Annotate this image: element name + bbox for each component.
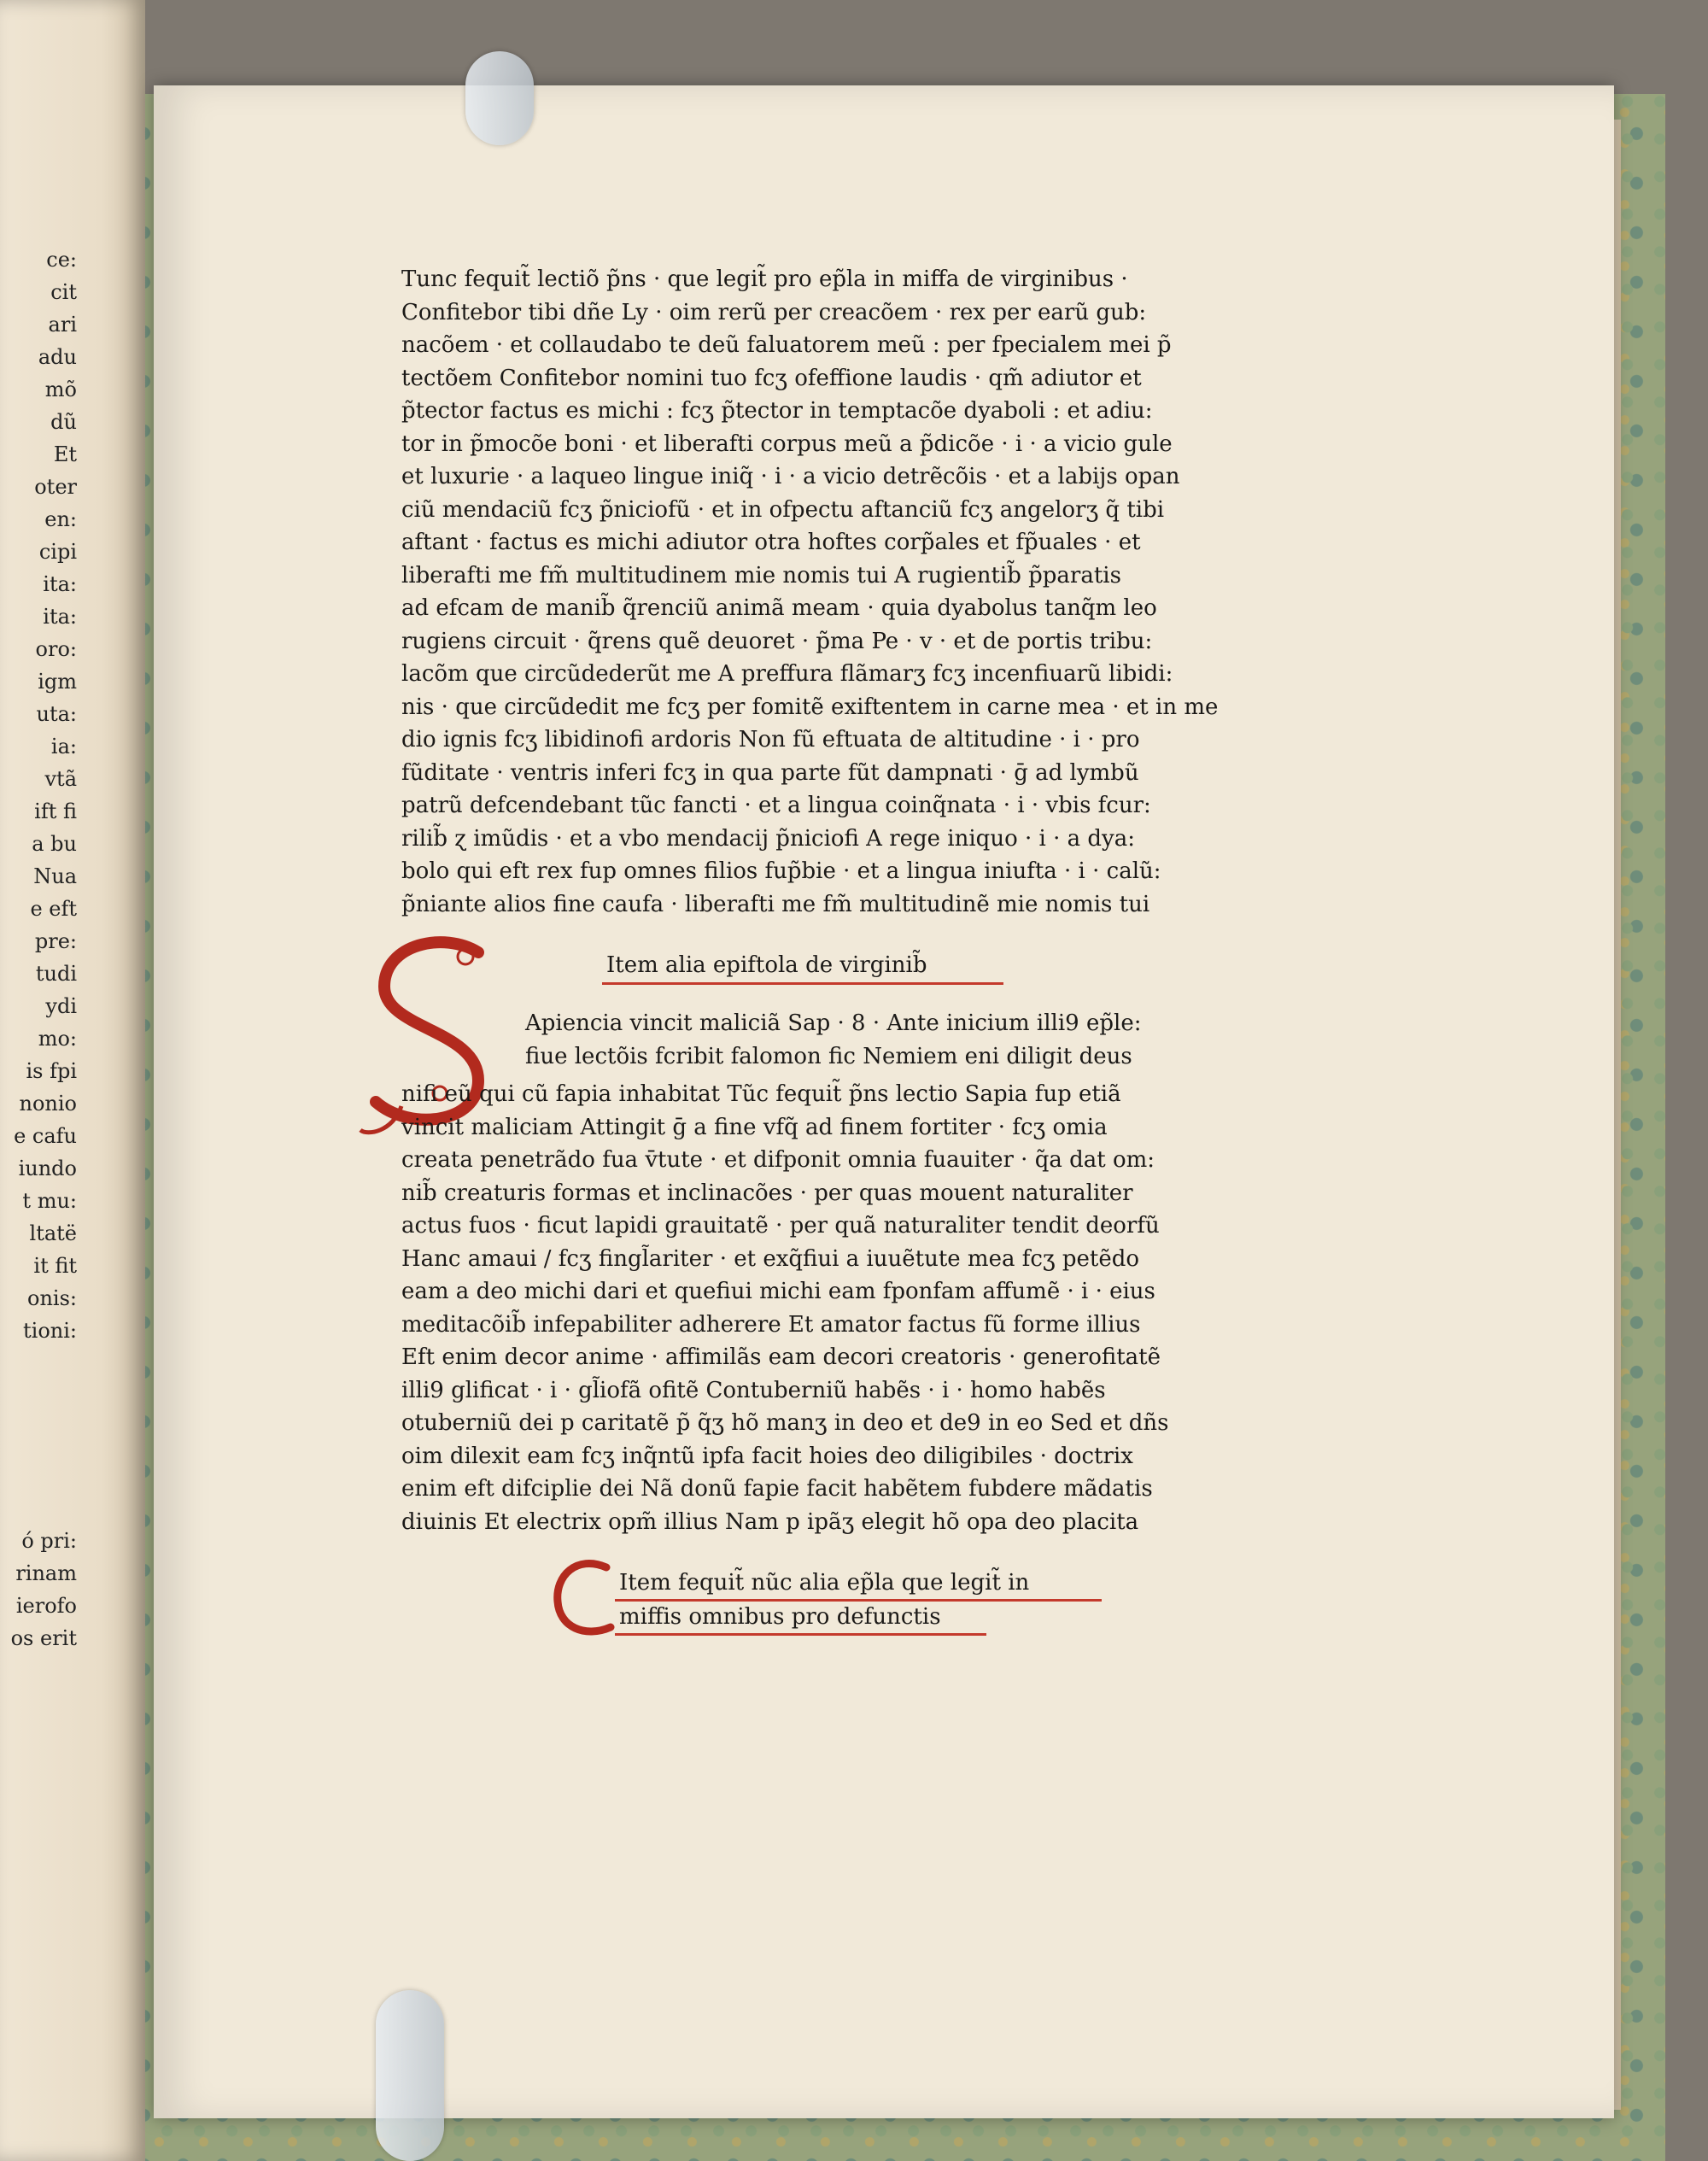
text-line: liberafti me fm̃ multitudinem mie nomis tui A rugientib̃ p̃paratis: [401, 562, 1121, 589]
text-line: lacõm que circũdederũt me A preffura flãmarʒ fcʒ incenfiuarũ libidi:: [401, 661, 1173, 687]
left-page-fragment: ltatë: [29, 1221, 77, 1245]
text-line: fiue lectõis fcribit falomon fic Nemiem eni diligit deus: [525, 1044, 1132, 1069]
text-line: oim dilexit eam fcʒ inq̃ntũ ipfa facit hoies deo diligibiles · doctrix: [401, 1443, 1133, 1469]
text-line: nacõem · et collaudabo te deũ faluatorem meũ : per fpecialem mei p̃: [401, 332, 1172, 358]
left-page-fragment: ift fi: [34, 799, 77, 823]
left-page-fragment: cit: [50, 280, 77, 304]
left-page-fragment: tudi: [35, 962, 77, 986]
left-page-fragment: ce:: [46, 248, 77, 272]
text-line: Hanc amaui / fcʒ fingl̃ariter · et exq̃fiui a iuuẽtute mea fcʒ petẽdo: [401, 1245, 1140, 1272]
text-line: illi9 glificat · i · gl̃iofã ofitẽ Contuberniũ habẽs · i · homo habẽs: [401, 1377, 1106, 1403]
left-page-fragment: uta:: [36, 702, 77, 726]
left-page-fragment: pre:: [34, 929, 77, 953]
left-page-fragment: mo:: [38, 1027, 77, 1051]
text-line: enim eft difciplie dei Nã donũ fapie facit habẽtem fubdere mãdatis: [401, 1476, 1153, 1502]
left-page-fragment: it fit: [33, 1254, 77, 1278]
left-page-fragment: oter: [34, 475, 77, 499]
left-page-fragment: onis:: [27, 1286, 77, 1310]
left-page-fragment: e cafu: [14, 1124, 77, 1148]
left-page-fragment: nonio: [19, 1092, 77, 1116]
left-page-fragment: igm: [38, 670, 77, 694]
left-page-text: [0, 243, 77, 1347]
text-line: tor in p̃mocõe boni · et liberafti corpus meũ a p̃dicõe · i · a vicio gule: [401, 430, 1173, 457]
text-line: rilib̃ ɀ imũdis · et a vbo mendacij p̃niciofi A rege iniquo · i · a dya:: [401, 825, 1135, 852]
text-line: otuberniũ dei p caritatẽ p̃ q̃ʒ hõ manʒ in deo et de9 in eo Sed et dñs: [401, 1410, 1169, 1436]
left-page-fragment: iundo: [18, 1157, 77, 1180]
text-line: vincit maliciam Attingit ḡ a fine vfq̃ ad finem fortiter · fcʒ omia: [401, 1114, 1108, 1140]
rubric-rule: [615, 1633, 986, 1636]
left-page-fragment: Et: [53, 442, 77, 466]
text-line: actus fuos · ficut lapidi grauitatẽ · per quã naturaliter tendit deorfũ: [401, 1213, 1160, 1239]
left-page-fragment: dũ: [50, 410, 77, 434]
text-block-lower: [401, 1078, 1281, 1538]
text-line: tectõem Confitebor nomini tuo fcʒ ofeffione laudis · qm̃ adiutor et: [401, 365, 1142, 391]
page-clip-top: [465, 51, 534, 145]
page-clip-bottom: [376, 1990, 444, 2161]
left-page-fragment: ydi: [45, 994, 77, 1018]
left-page: [0, 0, 145, 2161]
text-line: et luxurie · a laqueo lingue iniq̃ · i · a vicio detrẽcõis · et a labijs opan: [401, 464, 1180, 489]
text-block-upper: [401, 263, 1281, 921]
left-page-fragment: e eft: [30, 897, 77, 921]
left-page-fragment: ierofo: [15, 1594, 77, 1618]
text-line: aftant · factus es michi adiutor otra hoftes corp̃ales et fp̃uales · et: [401, 530, 1141, 555]
text-line: meditacõib̃ infepabiliter adherere Et amator factus fũ forme illius: [401, 1311, 1141, 1338]
heading-epistola-virginibus: Item alia epiftola de virginib̃: [606, 952, 927, 978]
text-line: dio ignis fcʒ libidinofi ardoris Non fũ eftuata de altitudine · i · pro: [401, 727, 1140, 753]
text-line: eam a deo michi dari et quefiui michi eam fponfam affumẽ · i · eius: [401, 1279, 1155, 1304]
text-line: p̃tector factus es michi : fcʒ p̃tector in temptacõe dyaboli : et adiu:: [401, 398, 1153, 424]
left-page-fragment: is fpi: [26, 1059, 77, 1083]
left-page-fragment: t mu:: [22, 1189, 77, 1213]
left-page-fragment: oro:: [35, 637, 77, 661]
left-page-fragment: ó pri:: [21, 1529, 77, 1553]
text-line: fũditate · ventris inferi fcʒ in qua parte fũt dampnati · ḡ ad lymbũ: [401, 759, 1139, 786]
text-line: rugiens circuit · q̃rens quẽ deuoret · p̃ma Pe · v · et de portis tribu:: [401, 628, 1153, 654]
left-page-fragment: ari: [48, 313, 77, 337]
heading-epistola-defunctis: Item fequit̃ nũc alia ep̃la que legit̃ in: [619, 1570, 1030, 1596]
text-line: Eft enim decor anime · affimilãs eam decori creatoris · generofitatẽ: [401, 1344, 1161, 1370]
left-page-fragment: cipi: [38, 540, 77, 564]
left-page-fragment: ia:: [50, 735, 77, 758]
left-page-fragment: tioni:: [23, 1319, 77, 1343]
left-page-fragment: rinam: [15, 1561, 77, 1585]
left-page-fragment: en:: [44, 507, 77, 531]
text-line: bolo qui eft rex fup omnes filios fup̃bie · et a lingua iniufta · i · calũ:: [401, 858, 1161, 884]
heading-epistola-defunctis-2: miffis omnibus pro defunctis: [619, 1604, 941, 1630]
left-page-fragment: ita:: [43, 605, 77, 629]
text-line: p̃niante alios fine caufa · liberafti me fm̃ multitudinẽ mie nomis tui: [401, 891, 1150, 917]
rubric-rule: [615, 1599, 1102, 1602]
text-line: creata penetrãdo fua v̄tute · et difponit omnia fuauiter · q̃a dat om:: [401, 1147, 1155, 1173]
text-line: Tunc fequit̃ lectiõ p̃ns · que legit̃ pro ep̃la in miffa de virginibus ·: [401, 266, 1128, 292]
left-page-fragment: vtã: [44, 767, 77, 791]
rubric-rule: [602, 982, 1003, 985]
initial-c-icon: [551, 1555, 619, 1640]
left-page-fragment: Nua: [33, 864, 77, 888]
text-line: ciũ mendaciũ fcʒ p̃niciofũ · et in ofpectu aftanciũ fcʒ angelorʒ q̃ tibi: [401, 496, 1165, 523]
text-line: Confitebor tibi dñe Ly · oim rerũ per creacõem · rex per earũ gub:: [401, 299, 1147, 325]
left-page-fragment: ita:: [43, 572, 77, 596]
text-line: nib̃ creaturis formas et inclinacões · per quas mouent naturaliter: [401, 1180, 1133, 1206]
left-page-fragment: adu: [38, 345, 77, 369]
text-line: diuinis Et electrix opm̃ illius Nam p ipãʒ elegit hõ opa deo placita: [401, 1508, 1139, 1535]
text-line: patrũ defcendebant tũc fancti · et a lingua coinq̃nata · i · vbis fcur:: [401, 793, 1151, 818]
left-page-fragment: mõ: [44, 378, 77, 401]
text-line: nifi eũ qui cũ fapia inhabitat Tũc fequit̃ p̃ns lectio Sapia fup etiã: [401, 1081, 1121, 1107]
left-page-text-lower: [0, 1525, 77, 1654]
left-page-fragment: os erit: [10, 1626, 77, 1650]
text-line: ad efcam de manib̃ q̃renciũ animã meam · quia dyabolus tanq̃m leo: [401, 595, 1157, 621]
left-page-fragment: a bu: [32, 832, 77, 856]
text-line: nis · que circũdedit me fcʒ per fomitẽ exiftentem in carne mea · et in me: [401, 694, 1219, 720]
text-line: Apiencia vincit maliciã Sap · 8 · Ante inicium illi9 ep̃le:: [525, 1010, 1142, 1036]
